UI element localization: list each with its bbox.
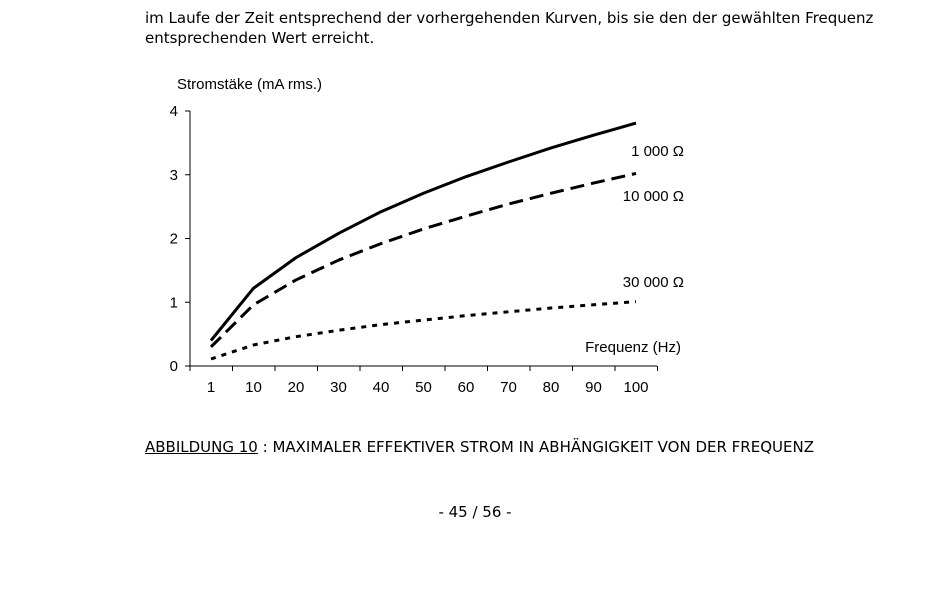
chart-axes	[190, 111, 657, 366]
paragraph-line-1: im Laufe der Zeit entsprechend der vorhergehenden Kurven, bis sie den der gewählten Frequenz	[145, 9, 874, 27]
series-label-2: 10 000 Ω	[622, 188, 684, 205]
page-number: - 45 / 56 -	[438, 503, 512, 521]
series-label-1: 1 000 Ω	[631, 143, 684, 160]
y-tick-label: 4	[169, 103, 178, 120]
chart-labels	[177, 76, 684, 356]
y-tick-label: 2	[169, 230, 178, 248]
x-tick-label: 100	[623, 379, 649, 396]
series-line-3	[211, 302, 636, 359]
x-tick-label: 70	[500, 379, 517, 396]
x-tick-label: 20	[287, 379, 305, 396]
x-tick-label: 40	[372, 379, 390, 396]
figure-caption	[145, 438, 814, 456]
paragraph-line-2: entsprechenden Wert erreicht.	[145, 29, 375, 47]
x-tick-label: 10	[245, 379, 262, 396]
chart-series-lines	[211, 123, 636, 359]
y-tick-label: 0	[169, 358, 178, 375]
series-line-2	[211, 173, 636, 346]
x-tick-label: 90	[585, 379, 602, 396]
x-tick-label: 1	[206, 379, 216, 396]
series-label-3: 30 000 Ω	[622, 274, 684, 291]
x-tick-label: 50	[415, 379, 432, 396]
y-axis-title: Stromstäke (mA rms.)	[177, 76, 323, 93]
x-axis-title: Frequenz (Hz)	[585, 339, 681, 356]
x-tick-label: 60	[457, 379, 475, 396]
figure-caption-text: : MAXIMALER EFFEKTIVER STROM IN ABHÄNGIGKEIT VON DER FREQUENZ	[257, 438, 814, 456]
y-tick-label: 3	[169, 166, 178, 184]
x-tick-label: 30	[330, 379, 347, 396]
x-tick-label: 80	[542, 379, 560, 396]
figure-number: ABBILDUNG 10	[145, 438, 258, 456]
y-tick-label: 1	[169, 294, 178, 312]
